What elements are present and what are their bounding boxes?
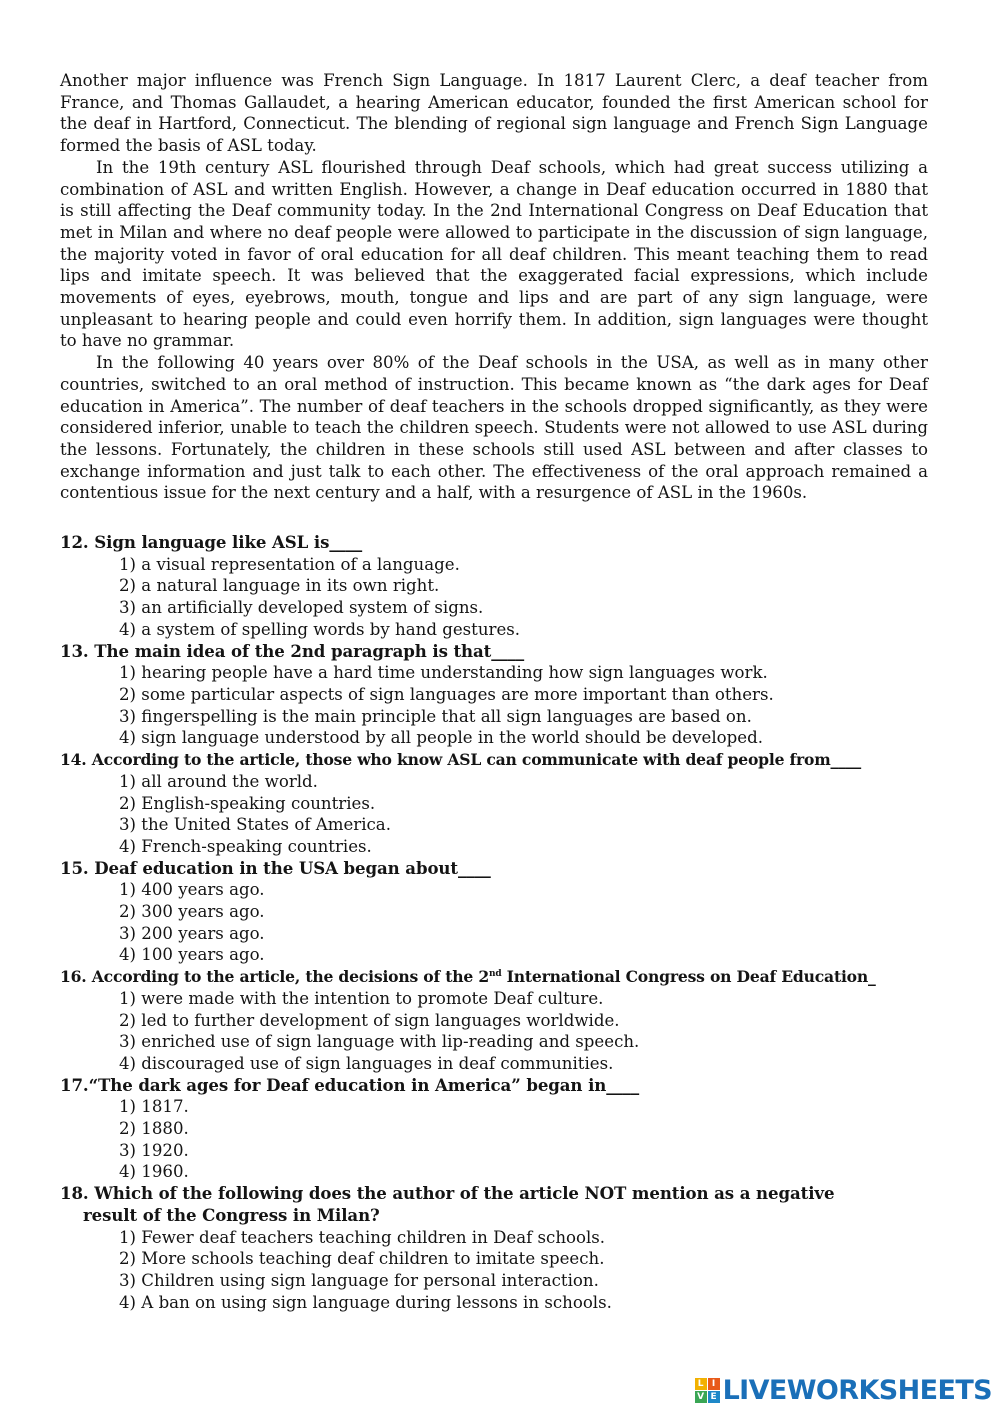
question-stem bbox=[60, 966, 928, 988]
answer-option[interactable]: 2) a natural language in its own right. bbox=[119, 576, 440, 596]
answer-option[interactable]: 1) all around the world. bbox=[119, 771, 318, 791]
question-stem-line-2: result of the Congress in Milan? bbox=[83, 1204, 380, 1225]
answer-option[interactable]: 1) 400 years ago. bbox=[119, 880, 265, 900]
question-stem: 13. The main idea of the 2nd paragraph is that____ bbox=[60, 640, 525, 661]
question-14 bbox=[60, 749, 928, 858]
question-stem-part: 16. According to the article, the decisions of the 2 bbox=[60, 967, 489, 987]
question-list bbox=[60, 532, 928, 1313]
answer-option[interactable]: 4) a system of spelling words by hand gestures. bbox=[119, 619, 521, 639]
question-stem: 14. According to the article, those who know ASL can communicate with deaf people from____ bbox=[60, 750, 861, 770]
logo-mark-letter: I bbox=[708, 1378, 720, 1390]
answer-option[interactable]: 1) Fewer deaf teachers teaching children in Deaf schools. bbox=[119, 1227, 606, 1247]
answer-option[interactable]: 3) an artificially developed system of signs. bbox=[119, 598, 484, 618]
reading-passage bbox=[60, 70, 928, 504]
answer-option[interactable]: 2) More schools teaching deaf children to imitate speech. bbox=[119, 1249, 605, 1269]
answer-option[interactable]: 3) the United States of America. bbox=[119, 815, 391, 835]
passage-paragraph-2: In the 19th century ASL flourished through Deaf schools, which had great success utilizing a combination of ASL and written English. However, a change in Deaf education occurred in 1880 that is still affecting the Deaf community today. In the 2nd International Congress on Deaf Education that met in Milan and where no deaf people were allowed to participate in the discussion of sign language, the majority voted in favor of oral education for all deaf children. This meant teaching them to read lips and imitate speech. It was believed that the exaggerated facial expressions, which include movements of eyes, eyebrows, mouth, tongue and lips and are part of any sign language, were unpleasant to hearing people and could even horrify them. In addition, sign languages were thought to have no grammar. bbox=[60, 157, 928, 351]
ordinal-suffix: nd bbox=[489, 968, 502, 979]
answer-option[interactable]: 1) were made with the intention to promote Deaf culture. bbox=[119, 988, 604, 1008]
answer-option[interactable]: 3) Children using sign language for personal interaction. bbox=[119, 1270, 599, 1290]
answer-option[interactable]: 2) led to further development of sign languages worldwide. bbox=[119, 1010, 620, 1030]
answer-option[interactable]: 2) 1880. bbox=[119, 1119, 189, 1139]
logo-mark-letter: L bbox=[695, 1378, 707, 1390]
answer-option[interactable]: 4) A ban on using sign language during lessons in schools. bbox=[119, 1292, 612, 1312]
answer-option[interactable]: 2) English-speaking countries. bbox=[119, 793, 376, 813]
answer-option[interactable]: 3) fingerspelling is the main principle that all sign languages are based on. bbox=[119, 706, 752, 726]
logo-mark-icon bbox=[695, 1378, 720, 1403]
answer-option[interactable]: 4) French-speaking countries. bbox=[119, 836, 372, 856]
logo-mark-letter: V bbox=[695, 1391, 707, 1403]
question-18 bbox=[60, 1183, 928, 1313]
answer-option[interactable]: 2) 300 years ago. bbox=[119, 902, 265, 922]
logo-text: LIVEWORKSHEETS bbox=[722, 1374, 992, 1406]
logo-mark-letter: E bbox=[708, 1391, 720, 1403]
answer-option[interactable]: 3) 200 years ago. bbox=[119, 923, 265, 943]
question-stem bbox=[60, 1183, 928, 1226]
question-17 bbox=[60, 1075, 928, 1184]
answer-option[interactable]: 4) sign language understood by all people in the world should be developed. bbox=[119, 728, 763, 748]
question-12 bbox=[60, 532, 928, 641]
answer-option[interactable]: 1) hearing people have a hard time understanding how sign languages work. bbox=[119, 663, 768, 683]
answer-option[interactable]: 3) enriched use of sign language with lip-reading and speech. bbox=[119, 1032, 640, 1052]
question-stem-part: International Congress on Deaf Education_ bbox=[501, 967, 876, 987]
question-stem: 15. Deaf education in the USA began about____ bbox=[60, 857, 491, 878]
answer-option[interactable]: 2) some particular aspects of sign languages are more important than others. bbox=[119, 684, 774, 704]
question-stem-line-1: 18. Which of the following does the author of the article NOT mention as a negative bbox=[60, 1183, 835, 1204]
answer-option[interactable]: 4) discouraged use of sign languages in deaf communities. bbox=[119, 1053, 614, 1073]
passage-paragraph-3: In the following 40 years over 80% of the Deaf schools in the USA, as well as in many other countries, switched to an oral method of instruction. This became known as “the dark ages for Deaf education in America”. The number of deaf teachers in the schools dropped significantly, as they were considered inferior, unable to teach the children speech. Students were not allowed to use ASL during the lessons. Fortunately, the children in these schools still used ASL between and after classes to exchange information and just talk to each other. The effectiveness of the oral approach remained a contentious issue for the next century and a half, with a resurgence of ASL in the 1960s. bbox=[60, 353, 928, 503]
question-stem: 12. Sign language like ASL is____ bbox=[60, 532, 363, 553]
answer-option[interactable]: 3) 1920. bbox=[119, 1140, 189, 1160]
answer-option[interactable]: 1) 1817. bbox=[119, 1097, 189, 1117]
answer-option[interactable]: 4) 100 years ago. bbox=[119, 945, 265, 965]
answer-option[interactable]: 4) 1960. bbox=[119, 1162, 189, 1182]
passage-paragraph-1: Another major influence was French Sign Language. In 1817 Laurent Clerc, a deaf teacher from France, and Thomas Gallaudet, a hearing American educator, founded the first American school for the deaf in Hartford, Connecticut. The blending of regional sign language and French Sign Language formed the basis of ASL today. bbox=[60, 71, 928, 156]
answer-option[interactable]: 1) a visual representation of a language. bbox=[119, 554, 460, 574]
question-16 bbox=[60, 966, 928, 1075]
question-15 bbox=[60, 858, 928, 967]
worksheet-page bbox=[60, 70, 928, 1313]
question-13 bbox=[60, 641, 928, 750]
question-stem: 17.“The dark ages for Deaf education in America” began in____ bbox=[60, 1074, 640, 1095]
liveworksheets-logo[interactable] bbox=[695, 1373, 992, 1407]
